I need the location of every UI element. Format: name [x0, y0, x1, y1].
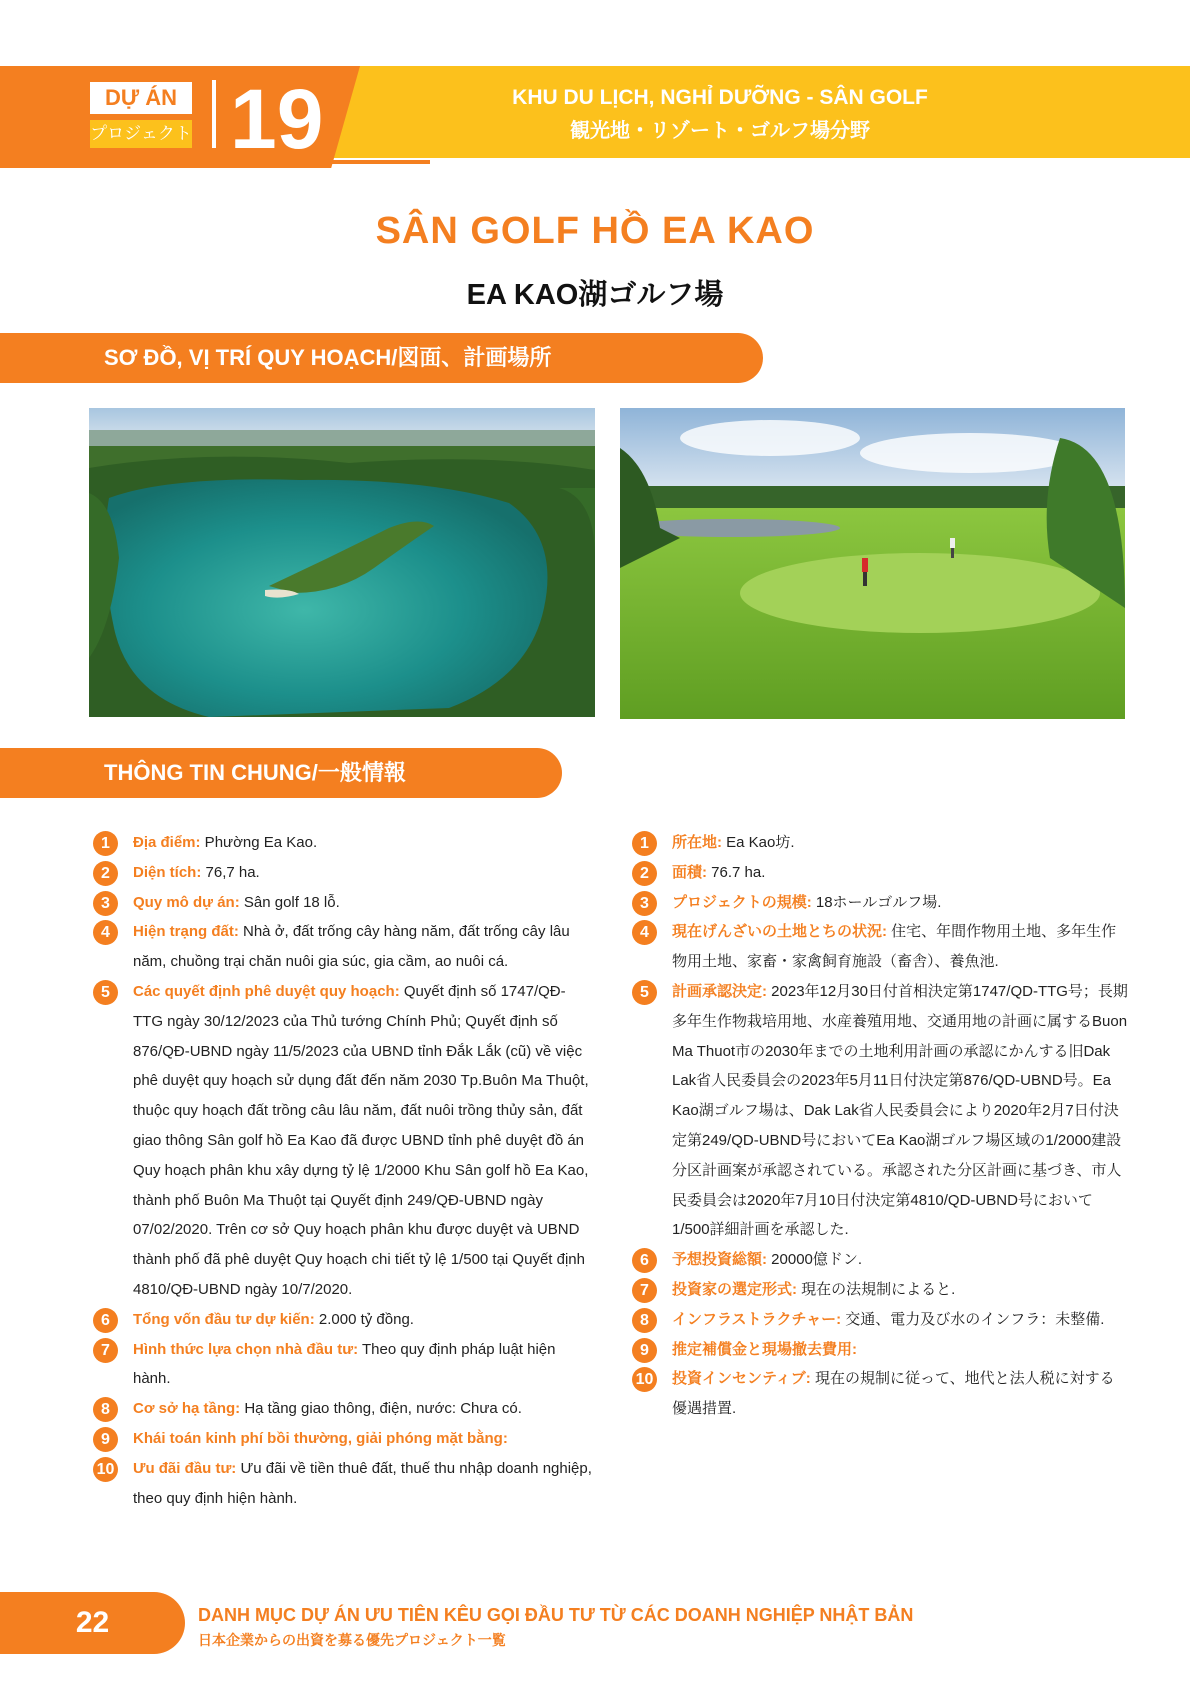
project-badge-vn: DỰ ÁN [90, 82, 192, 114]
item-label: プロジェクトの規模: [672, 893, 812, 911]
item-value: 住宅、年間作物用土地、多年生作物用土地、家畜・家禽飼育施設（畜舎）、養魚池. [672, 923, 1117, 971]
item-number-badge: 9 [93, 1427, 118, 1452]
item-label: 予想投資総額: [672, 1251, 767, 1269]
category-vn: KHU DU LỊCH, NGHỈ DƯỠNG - SÂN GOLF [512, 86, 928, 109]
item-number-badge: 3 [93, 891, 118, 916]
item-value: Phường Ea Kao. [200, 834, 318, 851]
item-label: Địa điểm: [133, 834, 201, 851]
item-number-badge: 4 [632, 920, 657, 945]
info-item [632, 1275, 1128, 1305]
item-label: Hình thức lựa chọn nhà đầu tư: [133, 1340, 359, 1358]
item-number-badge: 5 [632, 980, 657, 1005]
header-banner-yellow [330, 66, 1190, 158]
item-value: Ưu đãi về tiền thuê đất, thuế thu nhập doanh nghiệp, theo quy định hiện hành. [133, 1459, 592, 1507]
item-label: 面積: [672, 863, 707, 881]
golf-course-photo [620, 408, 1125, 719]
item-label: Tổng vốn đầu tư dự kiến: [133, 1310, 315, 1328]
item-label: 投資インセンティブ: [672, 1370, 811, 1388]
item-number-badge: 4 [93, 920, 118, 945]
info-item [93, 888, 595, 918]
item-number-badge: 2 [93, 861, 118, 886]
item-label: Quy mô dự án: [133, 893, 240, 911]
page-number: 22 [0, 1592, 185, 1654]
item-value: Sân golf 18 lỗ. [239, 893, 340, 911]
item-number-badge: 6 [632, 1248, 657, 1273]
item-label: 投資家の選定形式: [672, 1280, 797, 1298]
item-value: 交通、電力及び水のインフラ：未整備. [841, 1310, 1105, 1328]
item-number-badge: 8 [93, 1397, 118, 1422]
item-number-badge: 3 [632, 891, 657, 916]
info-item [632, 828, 1128, 858]
info-item [93, 917, 595, 977]
info-item [632, 1305, 1128, 1335]
info-item [632, 917, 1128, 977]
info-item [93, 1335, 595, 1395]
item-label: インフラストラクチャー: [672, 1310, 842, 1328]
info-item [93, 828, 595, 858]
item-number-badge: 2 [632, 861, 657, 886]
info-item [93, 1394, 595, 1424]
page-title: SÂN GOLF HỒ EA KAO [375, 210, 815, 252]
category-jp: 観光地・リゾート・ゴルフ場分野 [570, 120, 870, 142]
info-item [93, 1454, 595, 1514]
item-value: 18ホールゴルフ場. [811, 893, 942, 911]
item-value: Ea Kao坊. [722, 834, 795, 851]
item-value: Hạ tầng giao thông, điện, nước: Chưa có. [240, 1400, 522, 1418]
item-number-badge: 7 [93, 1338, 118, 1363]
item-label: Cơ sở hạ tầng: [133, 1400, 241, 1418]
item-label: Khái toán kinh phí bồi thường, giải phóng mặt bằng: [133, 1429, 508, 1447]
info-item [632, 1364, 1128, 1424]
item-label: 現在げんざいの土地とちの状況: [672, 923, 887, 941]
item-number-badge: 8 [632, 1308, 657, 1333]
footer-title-vn: DANH MỤC DỰ ÁN ƯU TIÊN KÊU GỌI ĐẦU TƯ TỪ CÁC DOANH NGHIỆP NHẬT BẢN [198, 1605, 914, 1625]
item-value: 現在の法規制によると. [797, 1280, 956, 1298]
item-number-badge: 1 [93, 831, 118, 856]
item-label: 所在地: [672, 834, 722, 851]
item-value: 76.7 ha. [707, 863, 766, 881]
info-item [632, 1335, 1128, 1365]
item-value: Quyết định số 1747/QĐ-TTG ngày 30/12/2023 của Thủ tướng Chính Phủ; Quyết định số 876/QĐ-UBND ngày 11/5/2023 của UBND tỉnh Đắk Lắk (cũ) về việc phê duyệt quy hoạch sử dụng đất đến năm 2030 Tp.Buôn Ma Thuột, thuộc quy hoạch đất trồng câu lâu năm, đất nuôi trồng thủy sản, đất giao thông Sân golf hồ Ea Kao đã được UBND tỉnh phê duyệt đồ án Quy hoạch phân khu xây dựng tỷ lệ 1/2000 Khu Sân golf hồ Ea Kao, thành phố Buôn Ma Thuột tại Quyết định 249/QĐ-UBND ngày 07/02/2020. Trên cơ sở Quy hoạch phân khu được duyệt và UBND thành phố đã phê duyệt Quy hoạch chi tiết tỷ lệ 1/500 tại Quyết định 4810/QĐ-UBND ngày 10/7/2020. [133, 982, 589, 1298]
lake-aerial-photo [89, 408, 595, 717]
page-subtitle: EA KAO湖ゴルフ場 [466, 279, 724, 311]
info-item [93, 1305, 595, 1335]
item-number-badge: 10 [632, 1367, 657, 1392]
item-number-badge: 10 [93, 1457, 118, 1482]
info-item [632, 858, 1128, 888]
item-number-badge: 9 [632, 1338, 657, 1363]
info-item [93, 1424, 595, 1454]
item-label: Các quyết định phê duyệt quy hoạch: [133, 982, 400, 1000]
section-title-info: THÔNG TIN CHUNG/一般情報 [104, 760, 406, 785]
info-list-jp [632, 828, 1128, 1424]
item-label: Diện tích: [133, 863, 202, 881]
info-item [632, 1245, 1128, 1275]
item-number-badge: 6 [93, 1308, 118, 1333]
info-list-vn [93, 828, 595, 1513]
info-item [632, 888, 1128, 918]
item-value: 現在の規制に従って、地代と法人税に対する優遇措置. [672, 1370, 1115, 1418]
item-number-badge: 1 [632, 831, 657, 856]
item-label: Hiện trạng đất: [133, 923, 239, 941]
item-value: 2.000 tỷ đồng. [314, 1310, 414, 1328]
project-badge-jp: プロジェクト [90, 120, 192, 148]
section-title-map: SƠ ĐỒ, VỊ TRÍ QUY HOẠCH/図面、計画場所 [104, 345, 552, 370]
item-label: Ưu đãi đầu tư: [133, 1459, 237, 1477]
info-item [632, 977, 1128, 1245]
item-label: 計画承認決定: [672, 982, 767, 1000]
item-label: 推定補償金と現場撤去費用: [672, 1340, 857, 1358]
item-value: Nhà ở, đất trống cây hàng năm, đất trống cây lâu năm, chuồng trại chăn nuôi gia súc, gia cầm, ao nuôi cá. [133, 923, 570, 971]
project-number: 19 [230, 72, 324, 166]
header-underline [0, 160, 430, 164]
item-value: 2023年12月30日付首相決定第1747/QD-TTG号；長期多年生作物栽培用地、水産養殖用地、交通用地の計画に属するBuon Ma Thuot市の2030年までの土地利用計画の承認にかんする旧Dak Lak省人民委員会の2023年5月11日付決定第876/QD-UBND号。Ea Kao湖ゴルフ場は、Dak Lak省人民委員会により2020年2月7日付決定第249/QD-UBND号においてEa Kao湖ゴルフ場区域の1/2000建設分区計画案が承認されている。承認された分区計画に基づき、市人民委員会は2020年7月10日付決定第4810/QD-UBND号において1/500詳細計画を承認した. [672, 982, 1128, 1239]
footer-title-jp: 日本企業からの出資を募る優先プロジェクト一覧 [198, 1632, 506, 1648]
item-number-badge: 7 [632, 1278, 657, 1303]
item-value: 76,7 ha. [201, 863, 260, 881]
header-divider [212, 80, 216, 148]
item-value: Theo quy định pháp luật hiện hành. [133, 1340, 556, 1388]
info-item [93, 858, 595, 888]
item-value: 20000億ドン. [767, 1251, 863, 1269]
info-item [93, 977, 595, 1305]
item-number-badge: 5 [93, 980, 118, 1005]
